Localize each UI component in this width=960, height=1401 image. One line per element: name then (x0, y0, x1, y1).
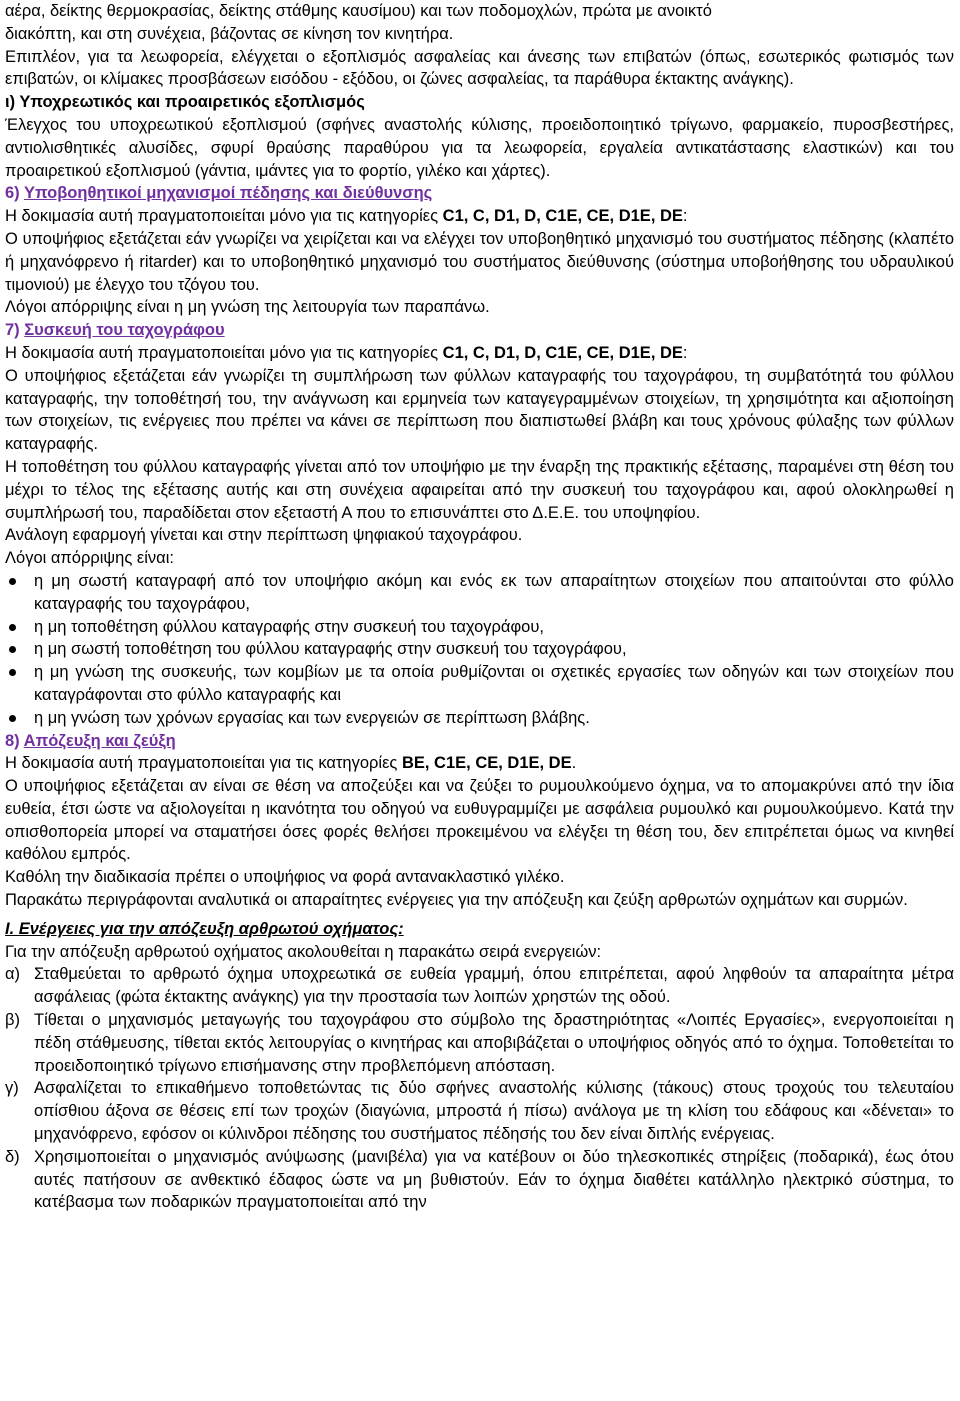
list-item (5, 1146, 954, 1214)
section-7-title: Συσκευή του ταχογράφου (24, 321, 225, 340)
bullet-icon (9, 715, 16, 722)
section-I-heading: I. Ενέργειες για την απόζευξη αρθρωτού οχήματος: (5, 919, 404, 938)
section-6-text: Ο υποψήφιος εξετάζεται εάν γνωρίζει να χειρίζεται και να ελέγχει τον υποβοηθητικό μηχανισμό του συστήματος πέδησης (κλαπέτο ή μηχανόφρενο ή ritarder) και το υποβοηθητικό μηχανισμό του συστήματος διεύθυνσης (σύστημα υποβοήθησης του υδραυλικού τιμονιού) με έλεγχο του τζόγου του. (5, 229, 954, 294)
list-item-text: η μη τοποθέτηση φύλλου καταγραφής στην συσκευή του ταχογράφου, (34, 617, 544, 636)
section-7-text-3: Ανάλογη εφαρμογή γίνεται και στην περίπτωση ψηφιακού ταχογράφου. (5, 526, 523, 545)
step-text: Τίθεται ο μηχανισμός μεταγωγής του ταχογράφου στο σύμβολο της δραστηριότητας «Λοιπές Εργασίες», ενεργοποιείται η πέδη στάθμευσης, τίθεται εκτός λειτουργίας ο κινητήρας και αποβιβάζεται ο υποψήφιος οδηγός από το όχημα. Τοποθετείται το προειδοποιητικό τρίγωνο επισήμανσης στην προβλεπόμενη απόσταση. (34, 1011, 954, 1075)
categories-prefix: Η δοκιμασία αυτή πραγματοποιείται για τις κατηγορίες (5, 754, 402, 773)
section-7-heading (5, 319, 954, 342)
rejection-bullet-list (5, 570, 954, 730)
list-item-text: η μη γνώση της συσκευής, των κομβίων με τα οποία ρυθμίζονται οι σχετικές εργασίες των οδηγών και των στοιχείων που καταγράφονται στο φύλλο καταγραφής και (34, 663, 954, 704)
step-marker: α) (5, 965, 21, 984)
step-text: Ασφαλίζεται το επικαθήμενο τοποθετώντας τις δύο σφήνες αναστολής κύλισης (τάκους) στους τροχούς του τελευταίου οπίσθιου άξονα σε θέσεις επί των τροχών (διαγώνια, μπροστά ή πίσω) ανάλογα με τη κλίση του εδάφους και «δένεται» το μηχανόφρενο, εφόσον οι κύλινδροι πέδησης του συστήματος πέδησής του δεν είναι διπλής ενέργειας. (34, 1079, 954, 1144)
step-marker: γ) (5, 1079, 19, 1098)
list-item (5, 661, 954, 707)
step-text: Σταθμεύεται το αρθρωτό όχημα υποχρεωτικά σε ευθεία γραμμή, όπου επιτρέπεται, αφού ληφθούν τα απαραίτητα μέτρα ασφάλειας (φώτα έκτακτης ανάγκης) για την προστασία των λοιπών χρηστών της οδού. (34, 965, 954, 1007)
bullet-icon (9, 624, 16, 631)
intro-line-2: διακόπτη, και στη συνέχεια, βάζοντας σε κίνηση τον κινητήρα. (5, 24, 454, 43)
section-i-text: Έλεγχος του υποχρεωτικού εξοπλισμού (σφήνες αναστολής κύλισης, προειδοποιητικό τρίγωνο, φαρμακείο, πυροσβεστήρες, αντιολισθητικές αλυσίδες, σφυρί θραύσης παραθύρου για τα λεωφορεία, εργαλεία αντικατάστασης ελαστικών) και του προαιρετικού εξοπλισμού (γάντια, ιμάντες για το φορτίο, γιλέκο και χάρτες). (5, 115, 954, 180)
section-7-number: 7) (5, 321, 25, 340)
section-7-text-2: Η τοποθέτηση του φύλλου καταγραφής γίνεται από τον υποψήφιο με την έναρξη της πρακτικής εξέτασης, παραμένει στη θέση του μέχρι το τέλος της εξέτασης αυτής και στη συνέχεια αφαιρείται από την συσκευή του ταχογράφου και, αφού ολοκληρωθεί η συμπλήρωσή του, παραδίδεται στον εξεταστή Α που το επισυνάπτει στο Δ.Ε.Ε. του υποψηφίου. (5, 457, 954, 522)
section-I-intro: Για την απόζευξη αρθρωτού οχήματος ακολουθείται η παρακάτω σειρά ενεργειών: (5, 942, 602, 961)
uncoupling-steps-list (5, 963, 954, 1214)
section-8-heading (5, 730, 954, 753)
section-8-number: 8) (5, 731, 24, 750)
categories-suffix: : (682, 343, 688, 362)
list-item-text: η μη σωστή καταγραφή από τον υποψήφιο ακόμη και ενός εκ των απαραίτητων στοιχείων που απαιτούνται στο φύλλο καταγραφής του ταχογράφου, (34, 571, 954, 613)
list-item (5, 1009, 954, 1077)
section-7-text-1: Ο υποψήφιος εξετάζεται εάν γνωρίζει τη συμπλήρωση των φύλλων καταγραφής του ταχογράφου, τη συμβατότητά του φύλλου καταγραφής, την τοποθέτησή του, την ανάγνωση και ερμηνεία των καταγεγραμμένων στοιχείων, τη χρησιμότητα και αξιοποίηση των στοιχείων, τις ενέργειες που πρέπει να κάνει σε περίπτωση που διαπιστωθεί βλάβη και τους χρόνους φύλαξης των φύλλων καταγραφής. (5, 366, 954, 454)
section-8-text-2: Καθόλη την διαδικασία πρέπει ο υποψήφιος να φορά αντανακλαστικό γιλέκο. (5, 868, 565, 887)
list-item (5, 616, 954, 639)
categories-list: C1, C, D1, D, C1E, CE, D1E, DE (442, 207, 683, 226)
categories-prefix: Η δοκιμασία αυτή πραγματοποιείται μόνο για τις κατηγορίες (5, 343, 443, 362)
section-6-rejection: Λόγοι απόρριψης είναι η μη γνώση της λειτουργία των παραπάνω. (5, 298, 490, 317)
bullet-icon (9, 669, 16, 676)
list-item (5, 1077, 954, 1145)
step-marker: δ) (5, 1147, 20, 1166)
section-i-heading: ι) Υποχρεωτικός και προαιρετικός εξοπλισμός (5, 93, 365, 112)
list-item (5, 707, 954, 730)
step-text: Χρησιμοποιείται ο μηχανισμός ανύψωσης (μανιβέλα) για να κατέβουν οι δύο τηλεσκοπικές στηρίξεις (ποδαρικά), έως ότου αυτές πατήσουν σε ανθεκτικό έδαφος ώστε να μη βυθιστούν. Εάν το όχημα διαθέτει κατάλληλο ηλεκτρικό σύστημα, το κατέβασμα των ποδαρικών πραγματοποιείται από την (34, 1147, 954, 1212)
list-item (5, 570, 954, 616)
section-8-title: Απόζευξη και ζεύξη (23, 731, 176, 750)
buses-paragraph: Επιπλέον, για τα λεωφορεία, ελέγχεται ο εξοπλισμός ασφαλείας και άνεσης των επιβατών (όπως, εσωτερικός φωτισμός των επιβατών, οι κλίμακες προσβάσεων εισόδου - εξόδου, οι ζώνες ασφαλείας, τα παράθυρα έκτακτης ανάγκης). (5, 47, 954, 89)
bullet-icon (9, 578, 16, 585)
list-item-text: η μη γνώση των χρόνων εργασίας και των ενεργειών σε περίπτωση βλάβης. (34, 708, 590, 727)
list-item (5, 638, 954, 661)
section-6-categories (5, 205, 954, 228)
section-6-heading (5, 182, 954, 205)
list-item (5, 963, 954, 1009)
section-6-title: Υποβοηθητικοί μηχανισμοί πέδησης και διεύθυνσης (23, 184, 433, 203)
list-item-text: η μη σωστή τοποθέτηση του φύλλου καταγραφής στην συσκευή του ταχογράφου, (34, 640, 627, 659)
section-7-categories (5, 342, 954, 365)
section-8-text-1: Ο υποψήφιος εξετάζεται αν είναι σε θέση να αποζεύξει και να ζεύξει το ρυμουλκούμενο όχημα, να το απομακρύνει από την ίδια ευθεία, έτσι ώστε να αξιολογείται η ικανότητα του οδηγού να ευθυγραμμίζει με ασφάλεια ρυμουλκό και ρυμουλκούμενο. Κατά την οπισθοπορεία μπορεί να σταματήσει όσες φορές θελήσει προκειμένου να ελέγξει τη θέση του, δεν επιτρέπεται όμως να κινηθεί καθόλου εμπρός. (5, 777, 954, 864)
step-marker: β) (5, 1011, 20, 1030)
categories-list: C1, C, D1, D, C1E, CE, D1E, DE (442, 343, 683, 362)
bullet-icon (9, 646, 16, 653)
categories-prefix: Η δοκιμασία αυτή πραγματοποιείται μόνο για τις κατηγορίες (5, 207, 443, 226)
section-8-categories (5, 752, 954, 775)
section-7-rejection-intro: Λόγοι απόρριψης είναι: (5, 549, 174, 568)
section-6-number: 6) (5, 184, 24, 203)
categories-suffix: . (571, 754, 577, 773)
categories-list: BE, C1E, CE, D1E, DE (401, 754, 572, 773)
categories-suffix: : (682, 207, 688, 226)
intro-line-1: αέρα, δείκτης θερμοκρασίας, δείκτης στάθμης καυσίμου) και των ποδομοχλών, πρώτα με ανοικτό (5, 2, 712, 20)
section-8-text-3: Παρακάτω περιγράφονται αναλυτικά οι απαραίτητες ενέργειες για την απόζευξη και ζεύξη αρθρωτών οχημάτων και συρμών. (5, 891, 908, 910)
